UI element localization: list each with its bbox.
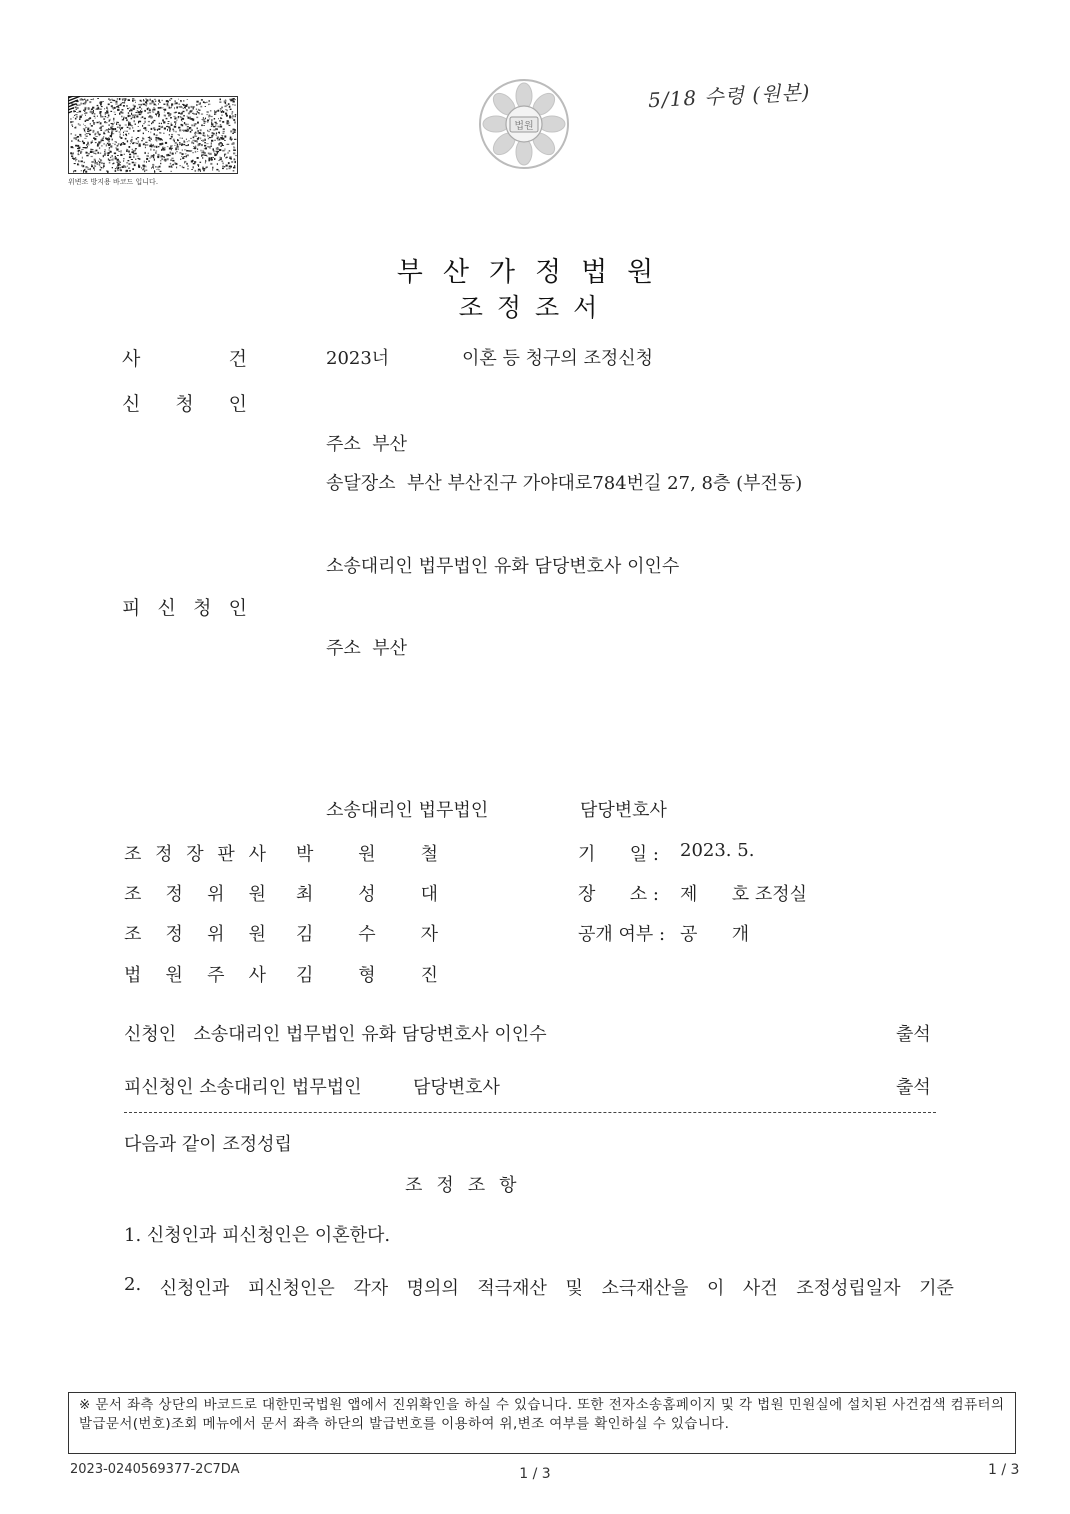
page-number-right: 1 / 3 xyxy=(988,1462,1020,1478)
term-item-2 xyxy=(124,1274,954,1300)
handwritten-receipt-note: 5/18 수령 (원본) xyxy=(647,79,812,113)
anti-forgery-barcode xyxy=(68,96,238,174)
term-word: 및 xyxy=(565,1278,583,1299)
mediation-established-text: 다음과 같이 조정성립 xyxy=(124,1134,292,1155)
term-word: 각자 xyxy=(353,1278,389,1299)
respondent-attendance: 피신청인 소송대리인 법무법인 담당변호사 xyxy=(124,1077,500,1098)
term-word: 소극재산을 xyxy=(601,1278,689,1299)
term-word: 사건 xyxy=(742,1278,778,1299)
section-divider xyxy=(124,1112,936,1113)
session-place-value: 제 호 조정실 xyxy=(680,884,807,905)
verification-notice: ※ 문서 좌측 상단의 바코드로 대한민국법원 앱에서 진위확인을 하실 수 있습니다. 또한 전자소송홈페이지 및 각 법원 민원실에 설치된 사건검색 컴퓨터의 발급문서(번호)조회 메뉴에서 문서 좌측 하단의 발급번호를 이용하여 위,변조 여부를 확인하실 수 있습니다. xyxy=(68,1392,1016,1454)
term-word: 명의의 xyxy=(406,1278,459,1299)
session-date-label: 기 일 : xyxy=(578,844,659,865)
seal-text: 법원 xyxy=(514,121,534,132)
term-word: 피신청인은 xyxy=(247,1278,335,1299)
respondent-attorney: 소송대리인 법무법인 xyxy=(326,800,489,821)
applicant-address: 주소 부산 xyxy=(326,434,407,455)
terms-title: 조정조항 xyxy=(405,1175,531,1196)
term-word: 적극재산 xyxy=(477,1278,547,1299)
respondent-attendance-status: 출석 xyxy=(896,1077,931,1098)
term-word: 2. xyxy=(124,1274,142,1295)
staff-role-court-clerk: 법 원 주 사 xyxy=(124,965,266,986)
applicant-attorney: 소송대리인 법무법인 유화 담당변호사 이인수 xyxy=(326,556,680,577)
case-name: 이혼 등 청구의 조정신청 xyxy=(462,348,654,369)
staff-role-mediator-2: 조 정 위 원 xyxy=(124,924,266,945)
session-public-label: 공개 여부 : xyxy=(578,924,666,945)
staff-role-judge: 조 정 장 판 사 xyxy=(124,844,266,865)
staff-name-mediator-1: 최 성 대 xyxy=(296,884,438,905)
document-title: 조정조서 xyxy=(458,293,612,322)
term-item-1: 1. 신청인과 피신청인은 이혼한다. xyxy=(124,1225,391,1246)
term-word: 기준 xyxy=(919,1278,954,1299)
session-public-value: 공 개 xyxy=(680,924,750,945)
court-seal-icon xyxy=(478,78,570,170)
term-word: 이 xyxy=(706,1278,725,1299)
respondent-label: 피 신 청 인 xyxy=(122,597,247,619)
respondent-attorney-title: 담당변호사 xyxy=(580,800,667,821)
applicant-delivery-address: 송달장소 부산 부산진구 가야대로784번길 27, 8층 (부전동) xyxy=(326,473,803,494)
barcode-caption: 위변조 방지용 바코드 입니다. xyxy=(68,178,159,186)
respondent-address: 주소 부산 xyxy=(326,638,407,659)
staff-role-mediator-1: 조 정 위 원 xyxy=(124,884,266,905)
applicant-label: 신 청 인 xyxy=(122,393,247,415)
case-number: 2023너 xyxy=(326,348,390,369)
applicant-attendance-status: 출석 xyxy=(896,1024,931,1045)
issue-number: 2023-0240569377-2C7DA xyxy=(70,1462,240,1477)
session-date-value: 2023. 5. xyxy=(680,840,755,861)
case-label: 사 건 xyxy=(122,348,247,370)
staff-name-judge: 박 원 철 xyxy=(296,844,438,865)
staff-name-court-clerk: 김 형 진 xyxy=(296,965,438,986)
session-place-label: 장 소 : xyxy=(578,884,659,905)
staff-name-mediator-2: 김 수 자 xyxy=(296,924,438,945)
page-number-center: 1 / 3 xyxy=(519,1466,551,1482)
applicant-attendance: 신청인 소송대리인 법무법인 유화 담당변호사 이인수 xyxy=(124,1024,547,1045)
term-word: 조정성립일자 xyxy=(796,1278,901,1299)
court-name: 부산가정법원 xyxy=(396,257,674,288)
term-word: 신청인과 xyxy=(159,1278,230,1299)
